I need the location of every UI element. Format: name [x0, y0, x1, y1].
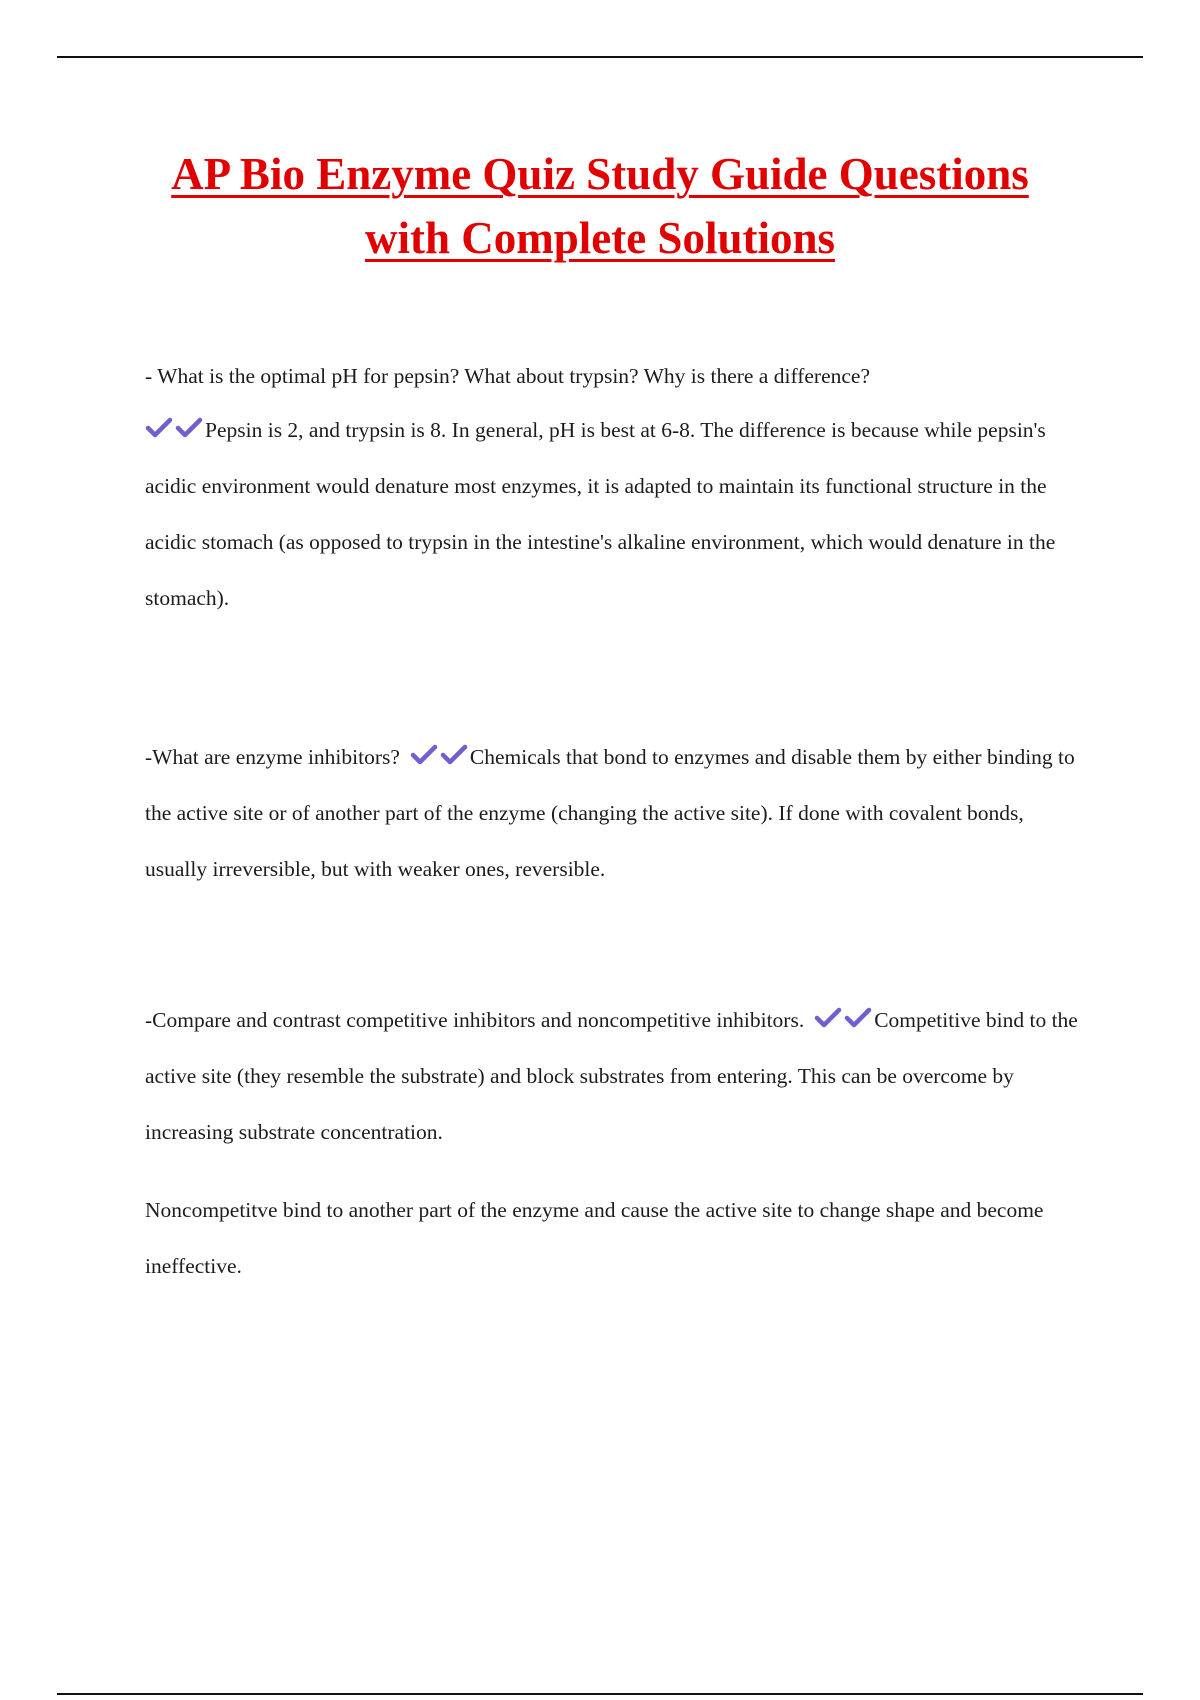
- answer-2: Chemicals that bond to enzymes and disable them by either binding to the active site or of another part of the enzyme (changing the active site). If done with covalent bonds, usually irreversible, but with weaker ones, reversible.: [145, 745, 1075, 881]
- checkmark-icon: [814, 1007, 842, 1029]
- qa-2: [145, 729, 1090, 897]
- checkmark-icon: [145, 417, 173, 439]
- checkmark-icon: [844, 1007, 872, 1029]
- question-2: -What are enzyme inhibitors?: [145, 745, 400, 769]
- bottom-rule: [57, 1693, 1143, 1695]
- question-1: - What is the optimal pH for pepsin? What about trypsin? Why is there a difference?: [145, 364, 871, 388]
- checkmark-icon: [440, 744, 468, 766]
- answer-1: [145, 402, 1090, 626]
- top-rule: [57, 56, 1143, 58]
- double-check-icon: [814, 992, 874, 1048]
- question-3: -Compare and contrast competitive inhibitors and noncompetitive inhibitors.: [145, 1008, 805, 1032]
- answer-3-continued: Noncompetitve bind to another part of the enzyme and cause the active site to change shape and become ineffective.: [145, 1198, 1044, 1278]
- answer-3: Competitive bind to the active site (they resemble the substrate) and block substrates from entering. This can be overcome by increasing substrate concentration.: [145, 1008, 1078, 1144]
- qa-3: [145, 992, 1090, 1160]
- document-title: [100, 142, 1100, 270]
- title-line-2: with Complete Solutions: [364, 213, 836, 263]
- double-check-icon: [145, 402, 205, 458]
- double-check-icon: [410, 729, 470, 785]
- title-line-1: AP Bio Enzyme Quiz Study Guide Questions: [171, 149, 1029, 199]
- checkmark-icon: [410, 744, 438, 766]
- checkmark-icon: [175, 417, 203, 439]
- answer-1-text: Pepsin is 2, and trypsin is 8. In general, pH is best at 6-8. The difference is because while pepsin's acidic environment would denature most enzymes, it is adapted to maintain its functional structure in the acidic stomach (as opposed to trypsin in the intestine's alkaline environment, which would denature in the stomach).: [145, 418, 1056, 610]
